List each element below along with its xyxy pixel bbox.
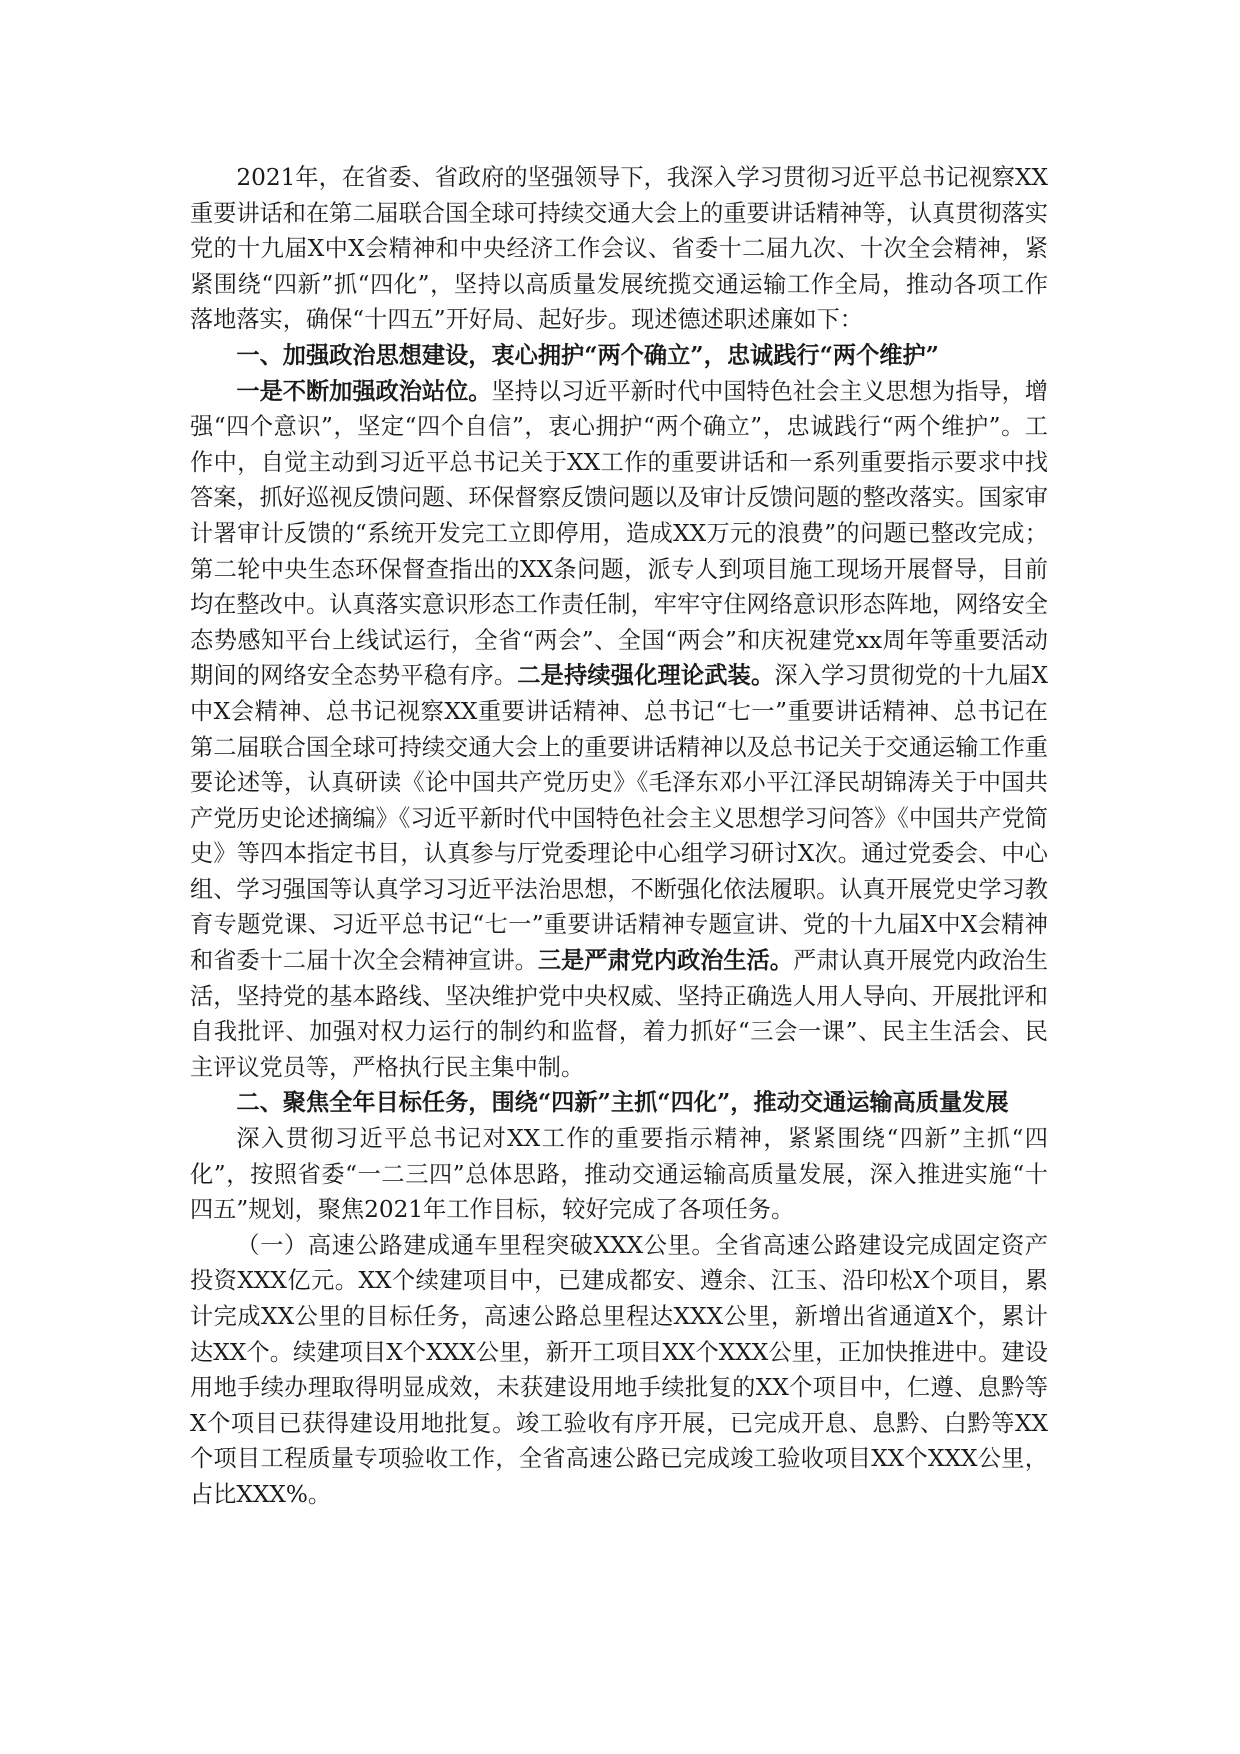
section-1-text-2: 深入学习贯彻党的十九届X中X会精神、总书记视察XX重要讲话精神、总书记“七一”重要讲话精神、总书记在第二届联合国全球可持续交通大会上的重要讲话精神以及总书记关于交通运输工作重要论述等，认真研读《论中国共产党历史》《毛泽东邓小平江泽民胡锦涛关于中国共产党历史论述摘编》《习近平新时代中国特色社会主义思想学习问答》《中国共产党简史》等四本指定书目，认真参与厅党委理论中心组学习研讨X次。通过党委会、中心组、学习强国等认真学习习近平法治思想，不断强化依法履职。认真开展党史学习教育专题党课、习近平总书记“七一”重要讲话精神专题宣讲、党的十九届X中X会精神和省委十二届十次全会精神宣讲。 <box>190 662 1049 975</box>
section-1-text-3: 严肃认真开展党内政治生活，坚持党的基本路线、坚决维护党中央权威、坚持正确选人用人导向、开展批评和自我批评、加强对权力运行的制约和监督，着力抓好“三会一课”、民主生活会、民主评议党员等，严格执行民主集中制。 <box>190 947 1049 1081</box>
document-body <box>190 160 1048 1513</box>
section-1-lead-1: 一是不断加强政治站位。 <box>236 377 492 405</box>
section-2-item-1: （一）高速公路建成通车里程突破XXX公里。全省高速公路建设完成固定资产投资XXX亿元。XX个续建项目中，已建成都安、遵余、江玉、沿印松X个项目，累计完成XX公里的目标任务，高速公路总里程达XXX公里，新增出省通道X个，累计达XX个。续建项目X个XXX公里，新开工项目XX个XXX公里，正加快推进中。建设用地手续办理取得明显成效，未获建设用地手续批复的XX个项目中，仁遵、息黔等X个项目已获得建设用地批复。竣工验收有序开展，已完成开息、息黔、白黔等XX个项目工程质量专项验收工作，全省高速公路已完成竣工验收项目XX个XXX公里，占比XXX%。 <box>190 1231 1048 1508</box>
section-1-text-1: 坚持以习近平新时代中国特色社会主义思想为指导，增强“四个意识”，坚定“四个自信”，衷心拥护“两个确立”，忠诚践行“两个维护”。工作中，自觉主动到习近平总书记关于XX工作的重要讲话和一系列重要指示要求中找答案，抓好巡视反馈问题、环保督察反馈问题以及审计反馈问题的整改落实。国家审计署审计反馈的“系统开发完工立即停用，造成XX万元的浪费”的问题已整改完成；第二轮中央生态环保督查指出的XX条问题，派专人到项目施工现场开展督导，目前均在整改中。认真落实意识形态工作责任制，牢牢守住网络意识形态阵地，网络安全态势感知平台上线试运行，全省“两会”、全国“两会”和庆祝建党xx周年等重要活动期间的网络安全态势平稳有序。 <box>190 377 1048 690</box>
section-1-lead-2: 二是持续强化理论武装。 <box>517 662 775 690</box>
section-1-lead-3: 三是严肃党内政治生活。 <box>537 947 793 975</box>
section-1-heading: 一、加强政治思想建设，衷心拥护“两个确立”，忠诚践行“两个维护” <box>236 341 939 369</box>
intro-paragraph: 2021年，在省委、省政府的坚强领导下，我深入学习贯彻习近平总书记视察XX重要讲话和在第二届联合国全球可持续交通大会上的重要讲话精神等，认真贯彻落实党的十九届X中X会精神和中央经济工作会议、省委十二届九次、十次全会精神，紧紧围绕“四新”抓“四化”，坚持以高质量发展统揽交通运输工作全局，推动各项工作落地落实，确保“十四五”开好局、起好步。现述德述职述廉如下： <box>190 164 1048 334</box>
section-2-heading: 二、聚焦全年目标任务，围绕“四新”主抓“四化”，推动交通运输高质量发展 <box>236 1089 1009 1117</box>
section-1-paragraph <box>190 374 1048 1086</box>
section-2-intro: 深入贯彻习近平总书记对XX工作的重要指示精神，紧紧围绕“四新”主抓“四化”，按照省委“一二三四”总体思路，推动交通运输高质量发展，深入推进实施“十四五”规划，聚焦2021年工作目标，较好完成了各项任务。 <box>190 1125 1048 1224</box>
